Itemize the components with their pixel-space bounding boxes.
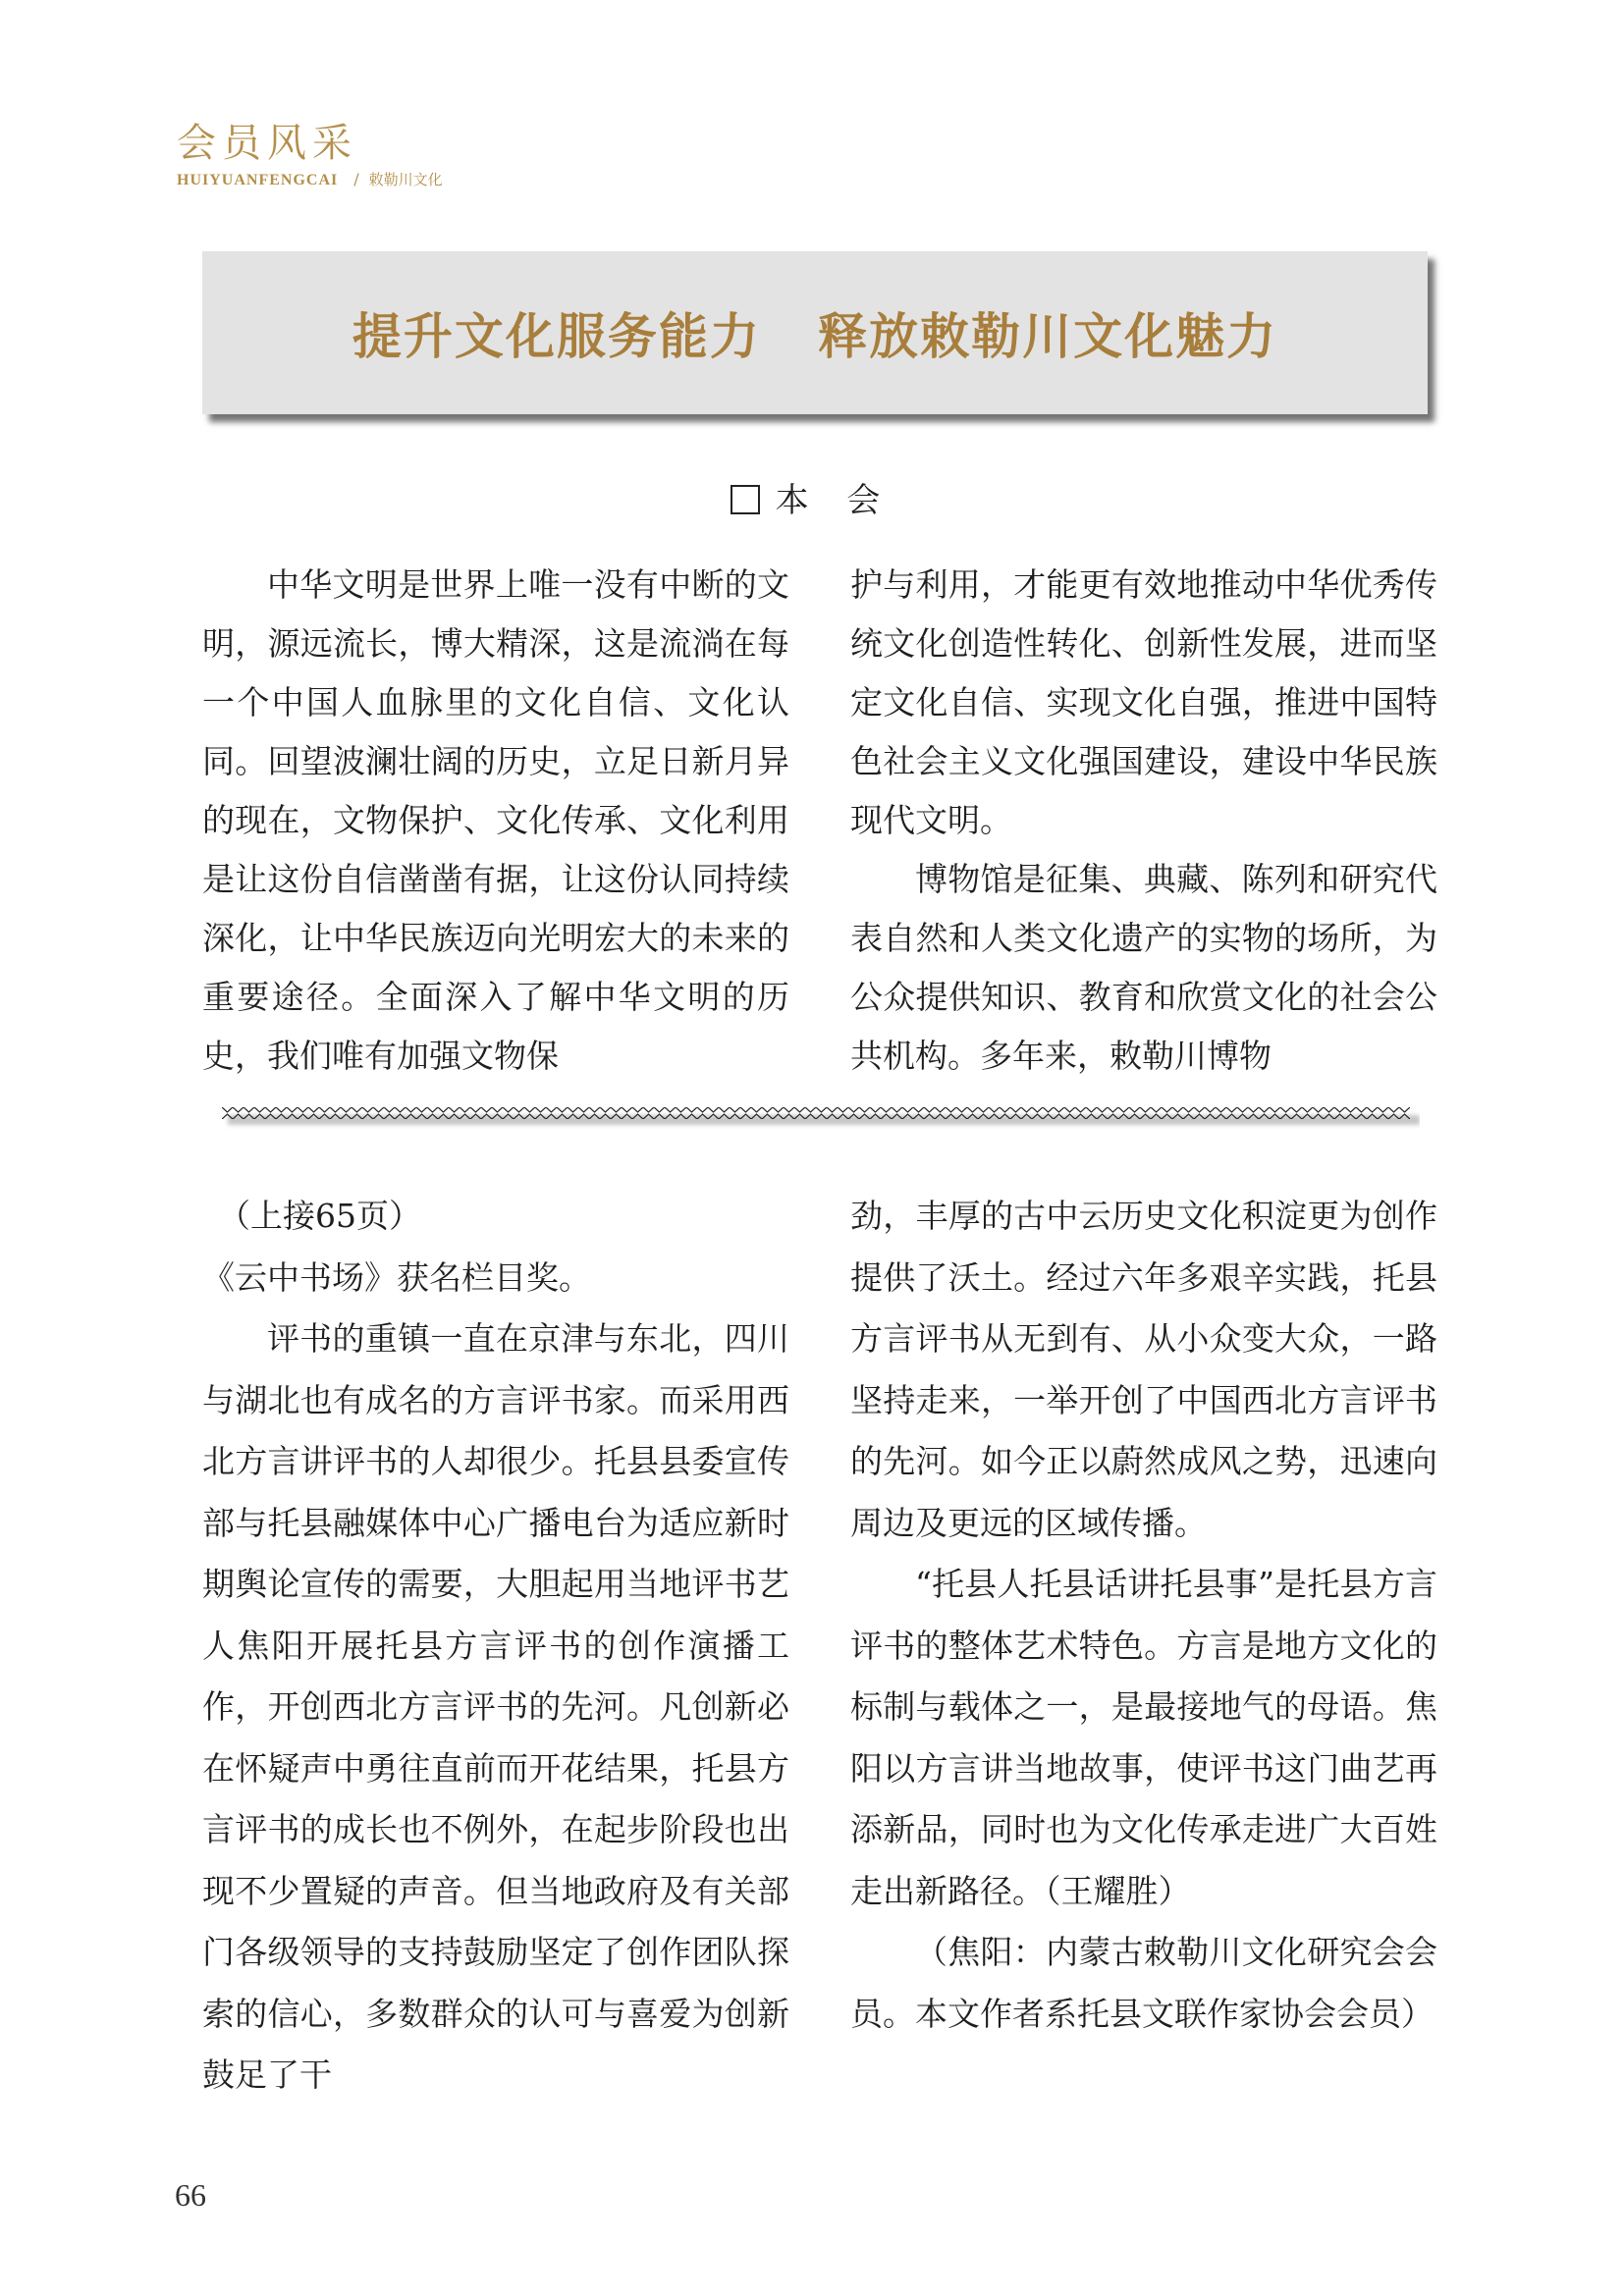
author-note: （焦阳：内蒙古敕勒川文化研究会会员。本文作者系托县文联作家协会会员）	[850, 1933, 1437, 2033]
article-title-box	[202, 251, 1428, 414]
byline	[0, 473, 1624, 521]
bottom-right-column	[850, 1186, 1437, 2045]
page-number: 66	[175, 2177, 206, 2213]
top-right-column	[850, 556, 1437, 1086]
award-line: 《云中书场》获名栏目奖。	[202, 1257, 591, 1297]
diamond-divider	[222, 1101, 1420, 1135]
section-title: 会员风采	[177, 121, 357, 166]
section-subtitle	[177, 169, 443, 189]
byline-author: 本 会	[775, 481, 894, 520]
paragraph: 中华文明是世界上唯一没有中断的文明，源远流长，博大精深，这是流淌在每一个中国人血脉里的文化自信、文化认同。回望波澜壮阔的历史，立足日新月异的现在，文物保护、文化传承、文化利用是让这份自信凿凿有据，让这份认同持续深化，让中华民族迈向光明宏大的未来的重要途径。全面深入了解中华文明的历史，我们唯有加强文物保	[202, 565, 789, 1075]
top-left-column	[202, 556, 789, 1086]
continued-note: （上接65页）	[218, 1197, 421, 1235]
paragraph: 博物馆是征集、典藏、陈列和研究代表自然和人类文化遗产的实物的场所，为公众提供知识、教育和欣赏文化的社会公共机构。多年来，敕勒川博物	[850, 860, 1437, 1075]
header-separator: /	[353, 170, 359, 188]
paragraph: 劲，丰厚的古中云历史文化积淀更为创作提供了沃土。经过六年多艰辛实践，托县方言评书从无到有、从小众变大众，一路坚持走来，一举开创了中国西北方言评书的先河。如今正以蔚然成风之势，迅速向周边及更远的区域传播。	[850, 1197, 1437, 1542]
paragraph: “托县人托县话讲托县事”是托县方言评书的整体艺术特色。方言是地方文化的标制与载体之一，是最接地气的母语。焦阳以方言讲当地故事，使评书这门曲艺再添新品，同时也为文化传承走进广大百姓走出新路径。（王耀胜）	[850, 1565, 1437, 1910]
byline-box-icon	[731, 485, 760, 514]
section-category: 敕勒川文化	[368, 171, 443, 188]
bottom-left-column	[202, 1186, 789, 2107]
section-header	[177, 120, 443, 189]
section-latin: HUIYUANFENGCAI	[177, 172, 339, 188]
article-title: 提升文化服务能力 释放敕勒川文化魅力	[352, 308, 1278, 365]
paragraph: 护与利用，才能更有效地推动中华优秀传统文化创造性转化、创新性发展，进而坚定文化自信、实现文化自强，推进中国特色社会主义文化强国建设，建设中华民族现代文明。	[850, 565, 1437, 839]
paragraph: 评书的重镇一直在京津与东北，四川与湖北也有成名的方言评书家。而采用西北方言讲评书的人却很少。托县县委宣传部与托县融媒体中心广播电台为适应新时期舆论宣传的需要，大胆起用当地评书艺人焦阳开展托县方言评书的创作演播工作，开创西北方言评书的先河。凡创新必在怀疑声中勇往直前而开花结果，托县方言评书的成长也不例外，在起步阶段也出现不少置疑的声音。但当地政府及有关部门各级领导的支持鼓励坚定了创作团队探索的信心，多数群众的认可与喜爱为创新鼓足了干	[202, 1319, 789, 2094]
